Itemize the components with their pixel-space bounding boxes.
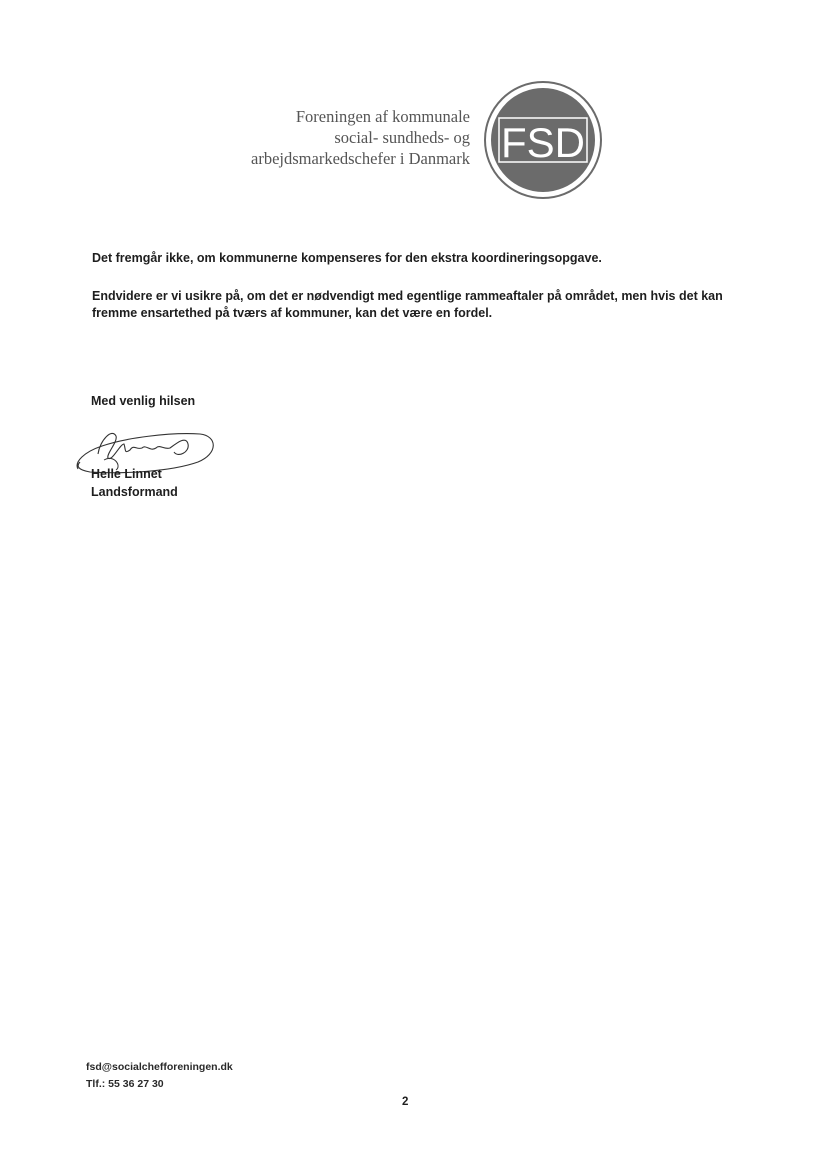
footer-phone: Tlf.: 55 36 27 30	[86, 1078, 164, 1090]
fsd-logo	[483, 80, 603, 200]
page-number: 2	[402, 1096, 409, 1108]
footer-email: fsd@socialchefforeningen.dk	[86, 1061, 233, 1073]
organization-name	[200, 106, 470, 169]
org-name-line-2: social- sundheds- og	[334, 128, 470, 147]
signer-title: Landsformand	[91, 485, 178, 499]
body-paragraph-2: Endvidere er vi usikre på, om det er nødvendigt med egentlige rammeaftaler på området, men hvis det kan fremme ensartethed på tværs af kommuner, kan det være en fordel.	[92, 289, 723, 320]
org-name-line-3: arbejdsmarkedschefer i Danmark	[251, 149, 470, 168]
signer-name: Helle Linnet	[91, 467, 162, 481]
body-paragraph-1: Det fremgår ikke, om kommunerne kompenseres for den ekstra koordineringsopgave.	[92, 251, 602, 265]
closing-greeting: Med venlig hilsen	[91, 394, 196, 408]
org-name-line-1: Foreningen af kommunale	[295, 107, 470, 126]
logo-text: FSD	[501, 119, 585, 166]
